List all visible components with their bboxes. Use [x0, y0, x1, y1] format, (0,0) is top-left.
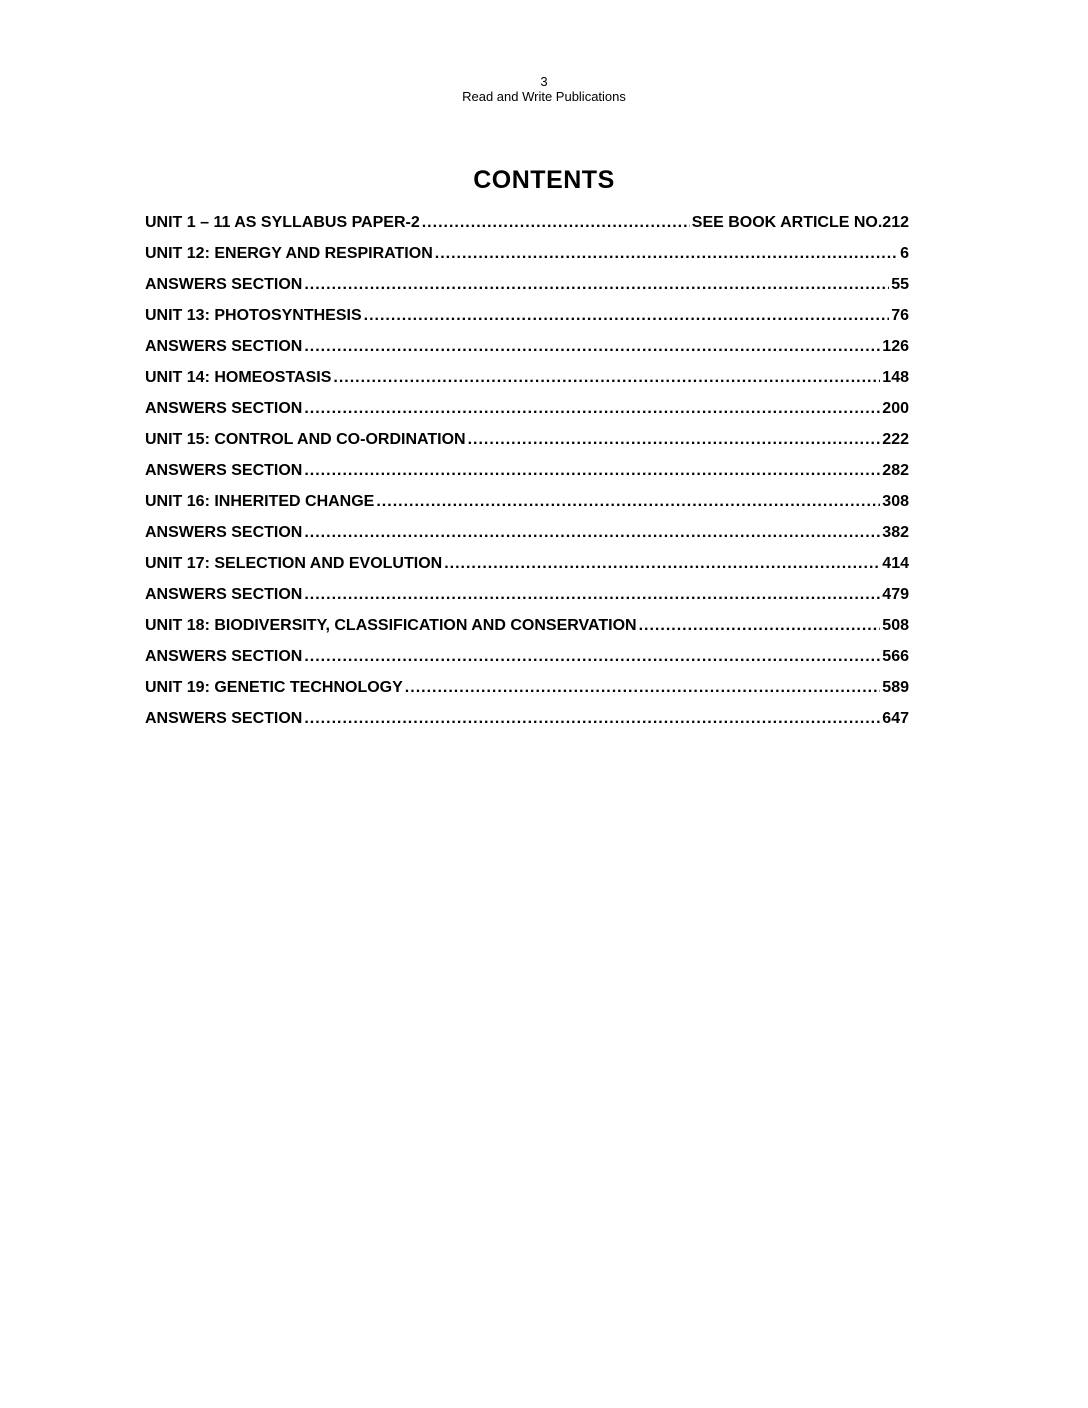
- page-header: [0, 74, 1088, 104]
- dot-leader: [364, 303, 890, 329]
- toc-entry-label: UNIT 12: ENERGY AND RESPIRATION: [145, 245, 433, 262]
- toc-entry[interactable]: [145, 365, 909, 396]
- toc-entry-label: ANSWERS SECTION: [145, 276, 303, 293]
- dot-leader: [405, 675, 881, 701]
- toc-entry-page: 222: [882, 431, 909, 448]
- toc-entry-page: 76: [891, 307, 909, 324]
- toc-entry-label: ANSWERS SECTION: [145, 338, 303, 355]
- dot-leader: [639, 613, 881, 639]
- toc-entry-label: UNIT 1 – 11 AS SYLLABUS PAPER-2: [145, 214, 420, 231]
- dot-leader: [304, 272, 889, 298]
- toc-entry-label: UNIT 14: HOMEOSTASIS: [145, 369, 332, 386]
- dot-leader: [333, 365, 880, 391]
- toc-entry-page: 508: [882, 617, 909, 634]
- toc-entry[interactable]: [145, 272, 909, 303]
- toc-entry-page: 148: [882, 369, 909, 386]
- toc-entry[interactable]: [145, 644, 909, 675]
- dot-leader: [304, 644, 880, 670]
- page-number: 3: [540, 74, 548, 89]
- toc-entry[interactable]: [145, 396, 909, 427]
- toc-entry-page: SEE BOOK ARTICLE NO.212: [691, 214, 909, 231]
- toc-entry[interactable]: [145, 210, 909, 241]
- toc-entry-page: 414: [882, 555, 909, 572]
- dot-leader: [444, 551, 880, 577]
- toc-entry-page: 282: [882, 462, 909, 479]
- dot-leader: [304, 396, 880, 422]
- toc-entry-label: UNIT 16: INHERITED CHANGE: [145, 493, 375, 510]
- toc-entry[interactable]: [145, 613, 909, 644]
- dot-leader: [304, 520, 880, 546]
- toc-entry[interactable]: [145, 675, 909, 706]
- toc-entry-label: UNIT 19: GENETIC TECHNOLOGY: [145, 679, 403, 696]
- dot-leader: [304, 582, 880, 608]
- toc-entry[interactable]: [145, 489, 909, 520]
- dot-leader: [304, 458, 880, 484]
- toc-entry-label: ANSWERS SECTION: [145, 524, 303, 541]
- toc-entry[interactable]: [145, 334, 909, 365]
- toc-entry[interactable]: [145, 427, 909, 458]
- toc-entry-label: UNIT 17: SELECTION AND EVOLUTION: [145, 555, 443, 572]
- toc-entry-page: 566: [882, 648, 909, 665]
- toc-entry-page: 6: [900, 245, 909, 262]
- toc-entry[interactable]: [145, 582, 909, 613]
- toc-entry-page: 589: [882, 679, 909, 696]
- toc-entry-label: UNIT 15: CONTROL AND CO-ORDINATION: [145, 431, 466, 448]
- toc-entry-label: UNIT 18: BIODIVERSITY, CLASSIFICATION AND CONSERVATION: [145, 617, 637, 634]
- page-title: CONTENTS: [473, 166, 615, 194]
- toc-entry-page: 55: [891, 276, 909, 293]
- toc-entry-label: ANSWERS SECTION: [145, 586, 303, 603]
- toc-entry-page: 647: [882, 710, 909, 727]
- toc-entry-label: UNIT 13: PHOTOSYNTHESIS: [145, 307, 362, 324]
- dot-leader: [422, 210, 690, 236]
- dot-leader: [304, 706, 880, 732]
- toc-entry[interactable]: [145, 458, 909, 489]
- toc-entry-page: 200: [882, 400, 909, 417]
- table-of-contents: [145, 210, 909, 737]
- toc-entry[interactable]: [145, 241, 909, 272]
- toc-entry[interactable]: [145, 303, 909, 334]
- publisher-name: Read and Write Publications: [462, 89, 626, 104]
- toc-entry[interactable]: [145, 706, 909, 737]
- toc-entry-label: ANSWERS SECTION: [145, 462, 303, 479]
- dot-leader: [376, 489, 880, 515]
- dot-leader: [304, 334, 880, 360]
- dot-leader: [468, 427, 881, 453]
- toc-entry-label: ANSWERS SECTION: [145, 400, 303, 417]
- toc-entry-page: 382: [882, 524, 909, 541]
- toc-entry-label: ANSWERS SECTION: [145, 710, 303, 727]
- toc-entry-label: ANSWERS SECTION: [145, 648, 303, 665]
- toc-entry-page: 479: [882, 586, 909, 603]
- toc-entry-page: 126: [882, 338, 909, 355]
- toc-entry[interactable]: [145, 551, 909, 582]
- dot-leader: [435, 241, 898, 267]
- toc-entry-page: 308: [882, 493, 909, 510]
- toc-entry[interactable]: [145, 520, 909, 551]
